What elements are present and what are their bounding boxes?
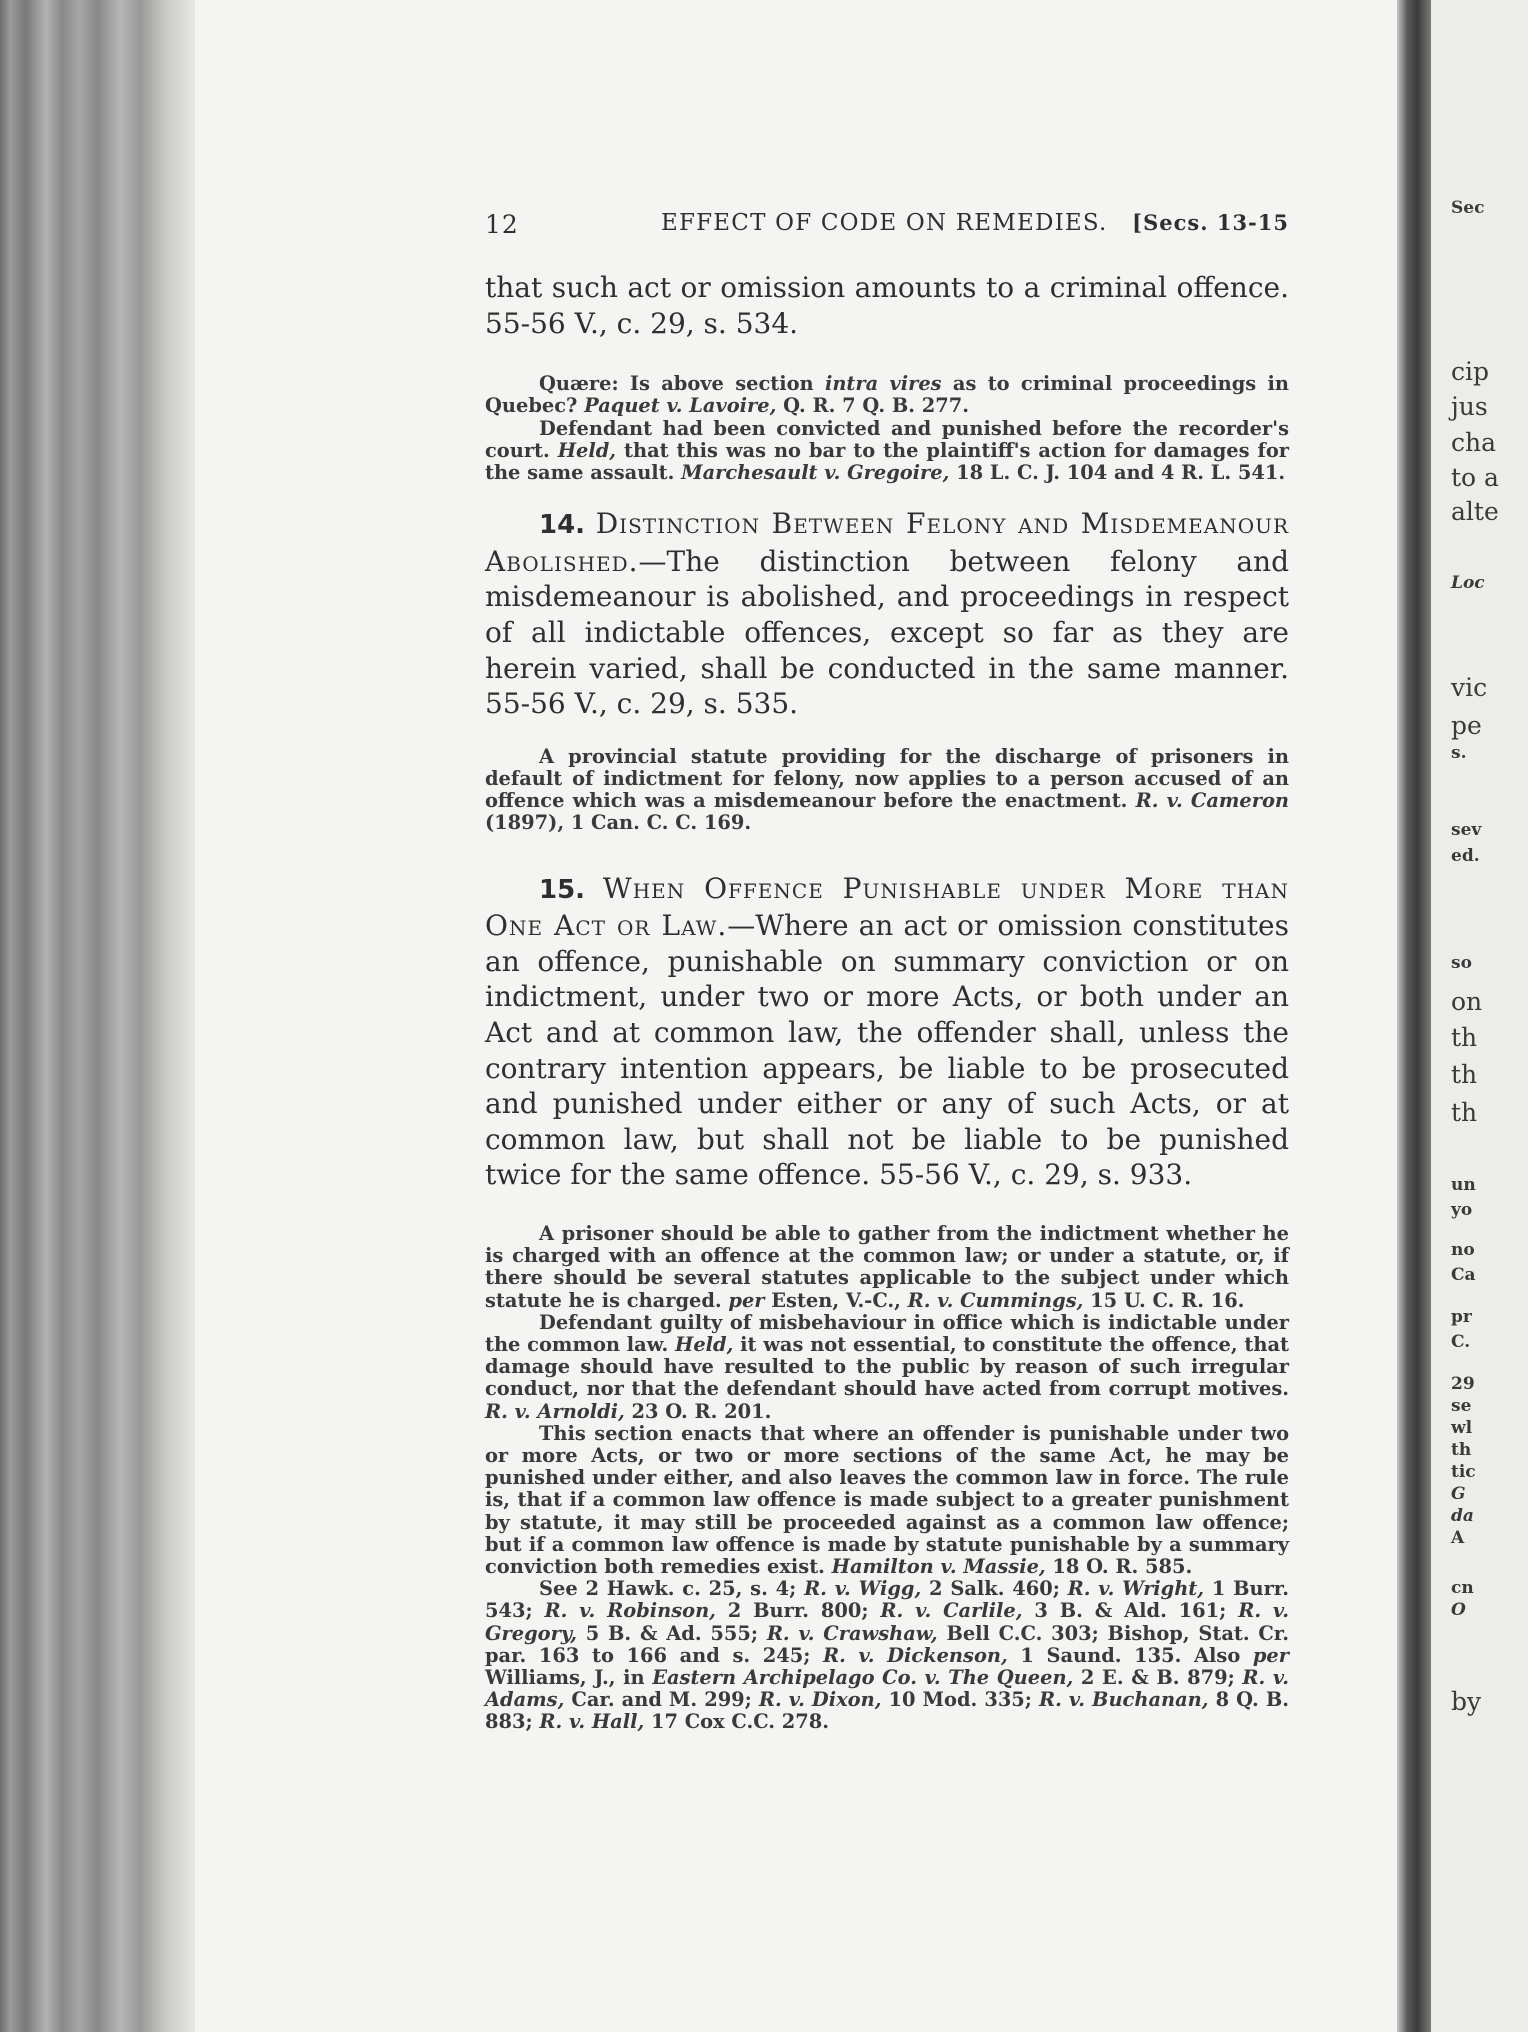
section-15-heading: When Offence Punishable under More than One Act or Law. bbox=[485, 871, 1289, 943]
right-page-fragment: pe bbox=[1451, 711, 1482, 740]
right-page-fragment: se bbox=[1451, 1396, 1472, 1416]
running-head bbox=[485, 210, 1289, 242]
section-15-notes bbox=[485, 1223, 1289, 1734]
section-13-notes bbox=[485, 373, 1289, 484]
right-page-edge bbox=[1431, 0, 1528, 2032]
section-15-number: 15. bbox=[539, 874, 586, 905]
right-page-fragment: cha bbox=[1451, 428, 1497, 457]
right-page-fragment: Ca bbox=[1451, 1265, 1476, 1285]
citation-text: 17 Cox C.C. 278. bbox=[644, 1710, 830, 1734]
running-title: EFFECT OF CODE ON REMEDIES. bbox=[661, 210, 1108, 236]
section-14-number: 14. bbox=[539, 510, 586, 541]
case-name: R. v. Hall, bbox=[539, 1710, 645, 1734]
right-page-fragment: un bbox=[1451, 1175, 1476, 1195]
right-page-fragment: s. bbox=[1451, 743, 1467, 763]
right-page-fragment: sev bbox=[1451, 820, 1482, 840]
right-page-fragment: cip bbox=[1451, 357, 1490, 386]
right-page-fragment: th bbox=[1451, 1440, 1472, 1460]
note-paragraph: Defendant guilty of misbehaviour in office which is indictable under the common law. Held, it was not essential, to constitute the offence, that damage should have resulted to the public by reason of such irregular conduct, nor that the defendant should have acted from corrupt motives. R. v. Arnoldi, 23 O. R. 201. bbox=[485, 1310, 1289, 1423]
section-15-text: —Where an act or omission constitutes an offence, punishable on summary conviction or on indictment, under two or more Acts, or both under an Act and at common law, the offender shall, unless the contrary intention appears, be liable to be prosecuted and punished under either or any of such Acts, or at common law, but shall not be liable to be punished twice for the same offence. 55-56 V., c. 29, s. 933. bbox=[485, 909, 1289, 1192]
right-page-fragment: jus bbox=[1451, 392, 1488, 421]
right-page-fragment: ed. bbox=[1451, 846, 1480, 866]
case-name: R. v. Carlile, bbox=[880, 1599, 1023, 1623]
case-name: R. v. Wigg, bbox=[804, 1577, 922, 1601]
case-name: R. v. Crawshaw, bbox=[766, 1621, 938, 1645]
citation-text: 10 Mod. 335; bbox=[881, 1688, 1040, 1712]
case-name: R. v. Adams, bbox=[485, 1665, 1289, 1712]
book-gutter bbox=[1397, 0, 1431, 2032]
page-number: 12 bbox=[485, 210, 519, 239]
right-page-fragment: to a bbox=[1451, 463, 1499, 492]
citation-text: 2 Salk. 460; bbox=[921, 1577, 1068, 1601]
section-14-note: A provincial statute providing for the discharge of prisoners in default of indictment for felony, now applies to a person accused of an offence which was a misdemeanour before the enactment. R. v. Cameron (1897), 1 Can. C. C. 169. bbox=[485, 744, 1289, 835]
right-page-fragment: C. bbox=[1451, 1332, 1471, 1352]
right-page-fragment: yo bbox=[1451, 1200, 1473, 1220]
right-page-fragment: pr bbox=[1451, 1307, 1472, 1327]
case-name: R. v. Buchanan, bbox=[1039, 1688, 1209, 1712]
case-name: R. v. Dickenson, bbox=[823, 1643, 1008, 1667]
case-name: per bbox=[1252, 1643, 1289, 1667]
right-page-fragment: alte bbox=[1451, 497, 1499, 526]
citation-text: 2 E. & B. 879; bbox=[1073, 1665, 1243, 1689]
citation-text: Car. and M. 299; bbox=[564, 1688, 759, 1712]
case-name: R. v. Wright, bbox=[1067, 1577, 1205, 1601]
right-page-fragment: 29 bbox=[1451, 1374, 1475, 1394]
citation-text: 1 Burr. 543; bbox=[485, 1577, 1289, 1623]
right-page-fragment: Loc bbox=[1451, 573, 1485, 593]
right-page-fragment: so bbox=[1451, 953, 1472, 973]
right-page-fragment: vic bbox=[1451, 673, 1488, 702]
citation-text: 8 Q. B. 883; bbox=[485, 1688, 1290, 1734]
citation-text: 2 Burr. 800; bbox=[715, 1599, 881, 1623]
right-page-fragment: Sec bbox=[1451, 198, 1485, 218]
citation-text: See 2 Hawk. c. 25, s. 4; bbox=[539, 1577, 805, 1601]
right-page-fragment: on bbox=[1451, 987, 1483, 1016]
see-also-citations bbox=[485, 1578, 1289, 1733]
text-column bbox=[485, 210, 1289, 1734]
right-page-fragment: th bbox=[1451, 1060, 1478, 1089]
citation-text: Williams, J., in bbox=[485, 1665, 653, 1689]
case-name: Eastern Archipelago Co. v. The Queen, bbox=[652, 1665, 1074, 1689]
right-page-fragment: da bbox=[1451, 1506, 1474, 1526]
case-name: R. v. Robinson, bbox=[544, 1599, 716, 1623]
section-14 bbox=[485, 506, 1289, 722]
right-page-fragment: th bbox=[1451, 1023, 1478, 1052]
right-page-fragment: G bbox=[1451, 1484, 1466, 1504]
right-page-fragment: cn bbox=[1451, 1578, 1474, 1598]
citation-text: Bell C.C. 303; Bishop, Stat. Cr. par. 163 to 166 and s. 245; bbox=[485, 1621, 1289, 1667]
case-name: R. v. Dixon, bbox=[758, 1688, 882, 1712]
right-page-fragment: th bbox=[1451, 1098, 1478, 1127]
citation-text: 5 B. & Ad. 555; bbox=[576, 1621, 767, 1645]
right-page-fragment: wl bbox=[1451, 1418, 1473, 1438]
note-paragraph: This section enacts that where an offender is punishable under two or more Acts, or two or more sections of the same Act, he may be punished under either, and also leaves the common law in force. The rule is, that if a common law offence is made subject to a greater punishment by statute, it may still be proceeded against as a common law offence; but if a common law offence is made by statute punishable by a summary conviction both remedies exist. Hamilton v. Massie, 18 O. R. 585. bbox=[485, 1421, 1289, 1578]
note-paragraph: Quære: Is above section intra vires as to criminal proceedings in Quebec? Paquet v. Lavoire, Q. R. 7 Q. B. 277. bbox=[485, 372, 1289, 418]
right-page-fragment: O bbox=[1451, 1600, 1466, 1620]
section-range: [Secs. 13-15 bbox=[1132, 210, 1289, 235]
right-page-fragment: by bbox=[1451, 1687, 1482, 1716]
citation-text: 1 Saund. 135. Also bbox=[1007, 1643, 1253, 1667]
right-page-fragment: A bbox=[1451, 1528, 1465, 1548]
book-edge bbox=[0, 0, 195, 2032]
right-page-fragment: tic bbox=[1451, 1462, 1476, 1482]
case-name: R. v. Gregory, bbox=[485, 1599, 1290, 1645]
section-15 bbox=[485, 871, 1289, 1193]
note-paragraph: Defendant had been convicted and punished before the recorder's court. Held, that this was no bar to the plaintiff's action for damages for the same assault. Marchesault v. Gregoire, 18 L. C. J. 104 and 4 R. L. 541. bbox=[485, 416, 1290, 484]
right-page-fragment: no bbox=[1451, 1240, 1475, 1260]
note-paragraph: A prisoner should be able to gather from the indictment whether he is charged with an offence at the common law; or under a statute, or, if there should be several statutes applicable to the subject under which statute he is charged. per Esten, V.-C., R. v. Cummings, 15 U. C. R. 16. bbox=[485, 1221, 1289, 1312]
section-14-text: —The distinction between felony and misdemeanour is abolished, and proceedings in respect of all indictable offences, except so far as they are herein varied, shall be conducted in the same manner. 55-56 V., c. 29, s. 535. bbox=[485, 544, 1289, 721]
section-14-heading: Distinction Between Felony and Misdemeanour Abolished. bbox=[485, 507, 1290, 578]
citation-text: 3 B. & Ald. 161; bbox=[1022, 1599, 1239, 1623]
section-13-continuation: that such act or omission amounts to a criminal offence. 55-56 V., c. 29, s. 534. bbox=[485, 271, 1289, 340]
